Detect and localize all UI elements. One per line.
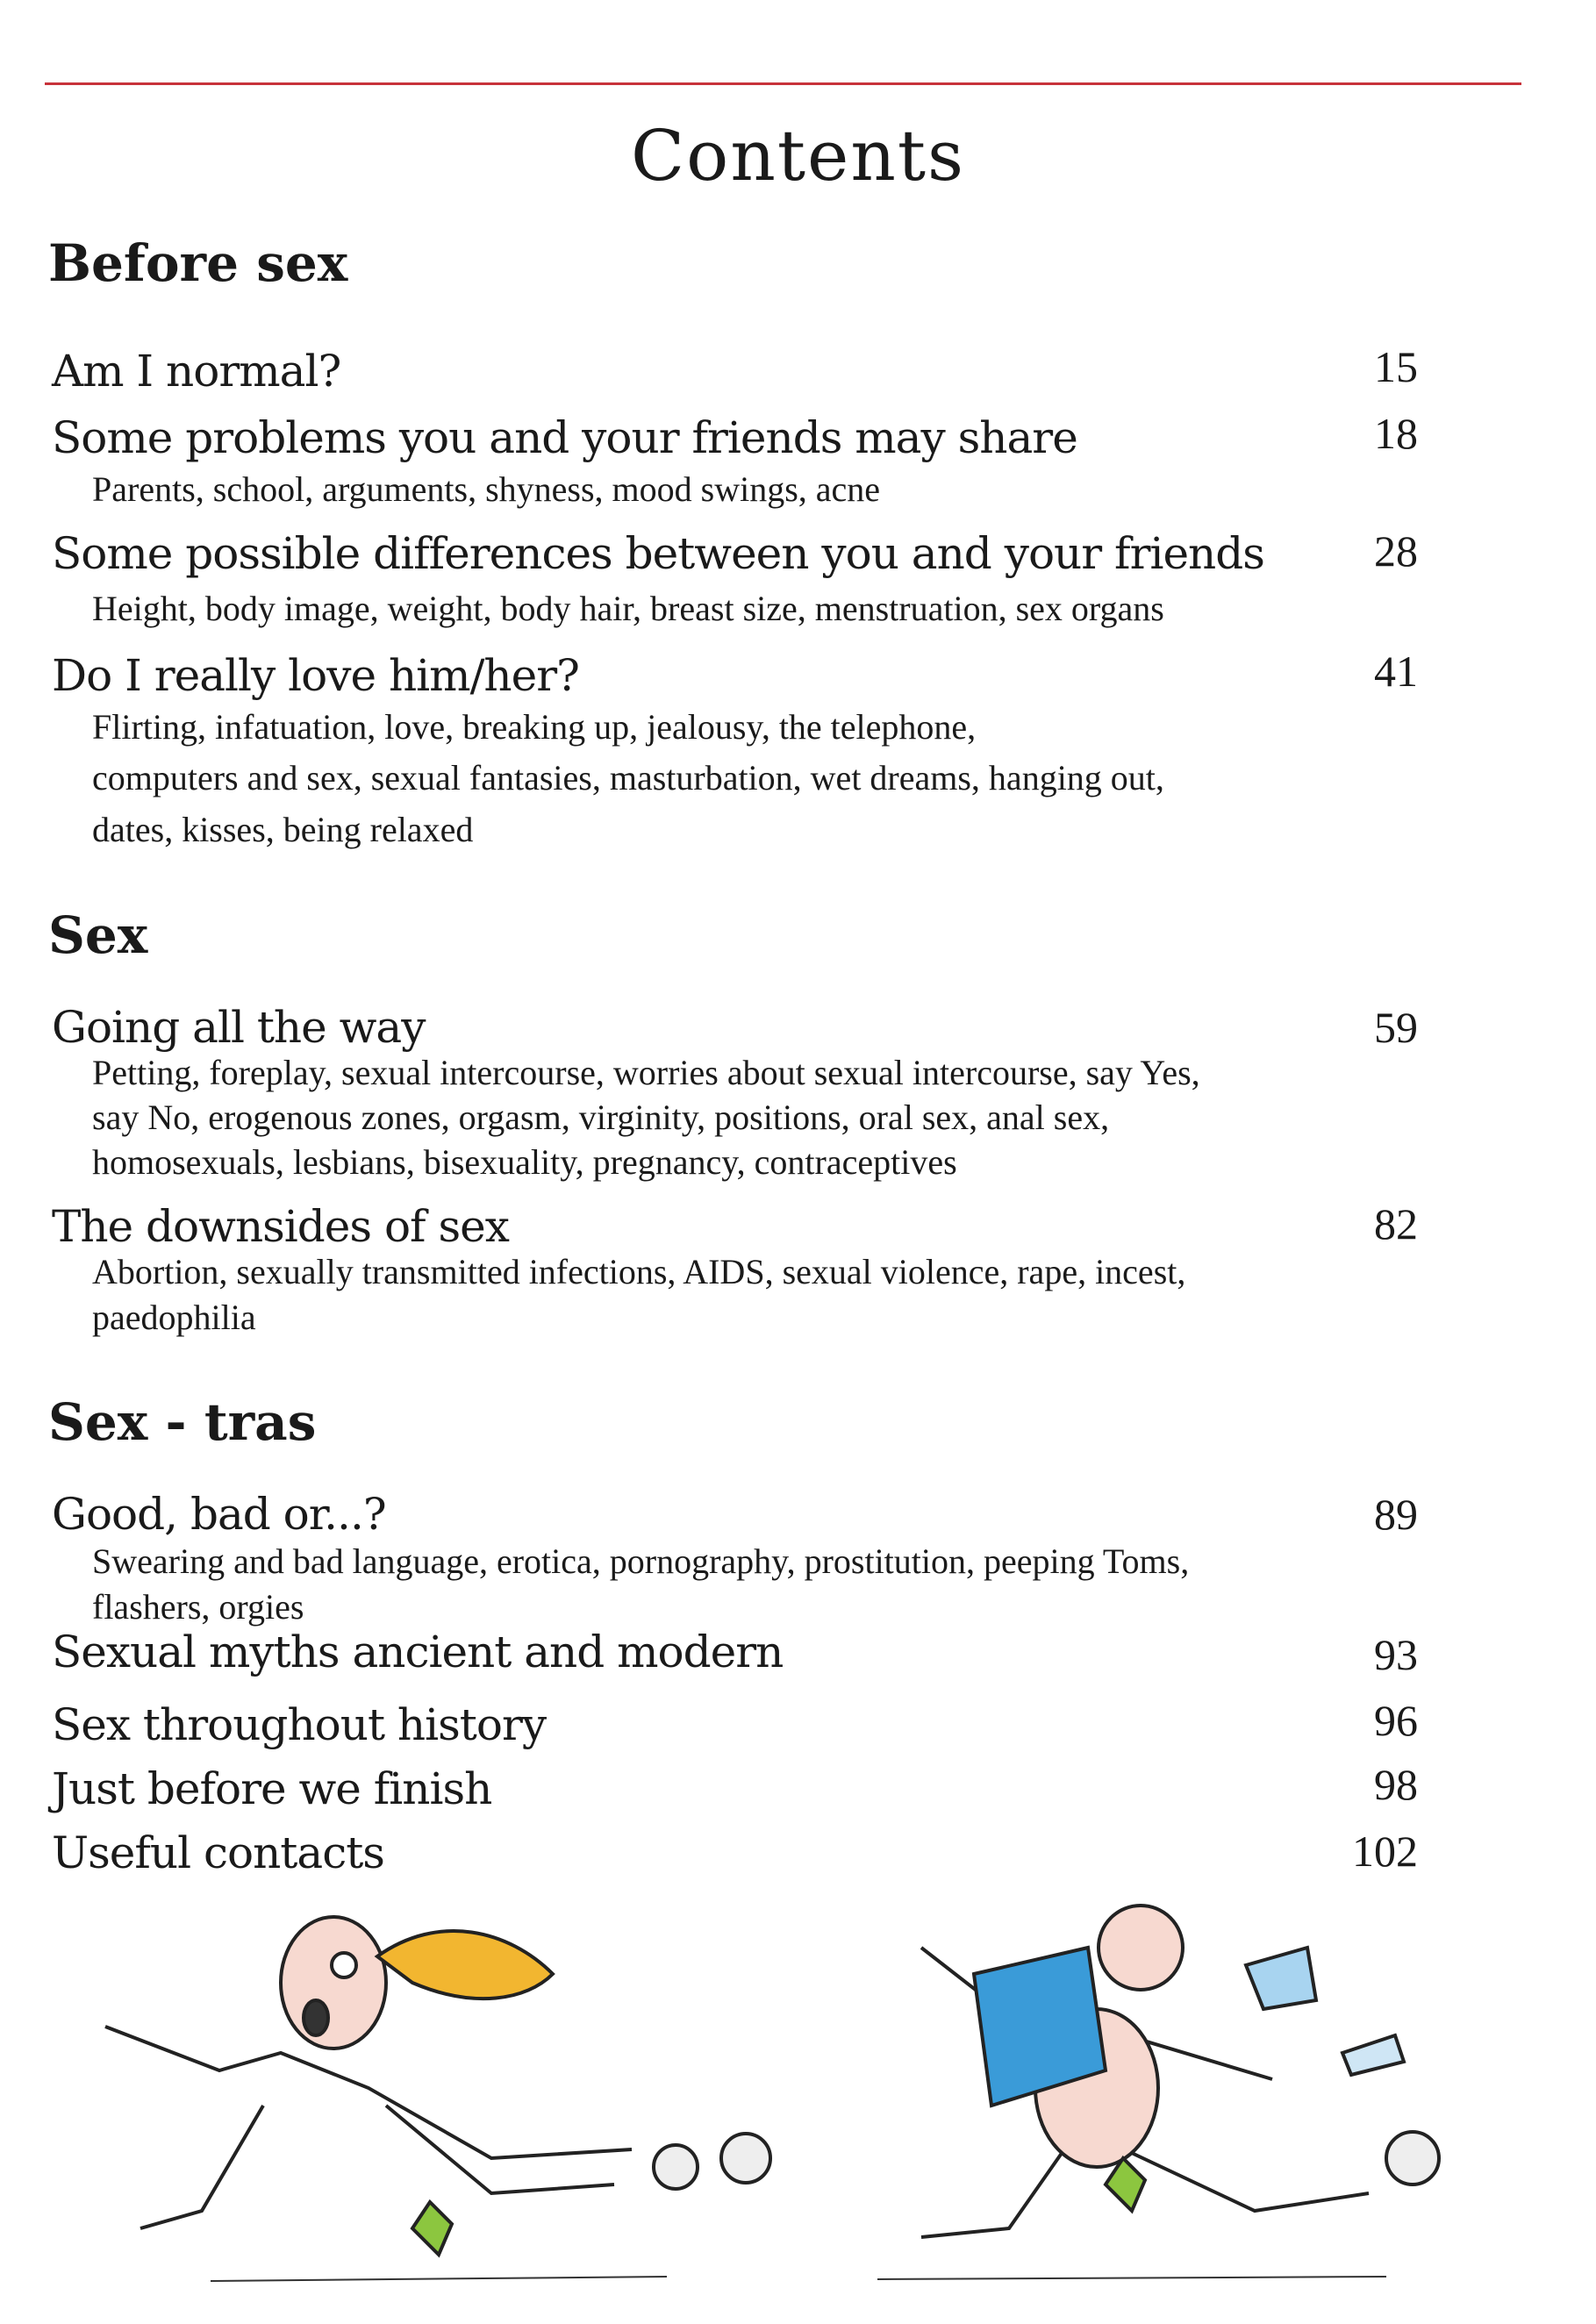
toc-entry-subtopics: paedophilia: [92, 1298, 256, 1337]
ground-line: [877, 2277, 1386, 2279]
toc-entry-title: Some possible differences between you and your friends: [52, 528, 1264, 579]
running-boy-reading-illustration: [921, 1906, 1439, 2237]
toc-entry-title: The downsides of sex: [52, 1201, 509, 1252]
toc-entry-page: 102: [1352, 1827, 1418, 1876]
ground-line: [211, 2277, 667, 2281]
toc-entry-subtopics: computers and sex, sexual fantasies, masturbation, wet dreams, hanging out,: [92, 758, 1164, 797]
section-heading-sex: Sex: [48, 905, 148, 965]
toc-entry-subtopics: Flirting, infatuation, love, breaking up, jealousy, the telephone,: [92, 707, 977, 747]
toc-entry-page: 15: [1374, 342, 1418, 391]
toc-entry-page: 96: [1374, 1696, 1418, 1745]
toc-entry-title: Do I really love him/her?: [52, 650, 579, 701]
toc-entry-page: 28: [1374, 526, 1418, 576]
toc-entry-title: Useful contacts: [52, 1827, 384, 1878]
section-heading-sex-tras: Sex - tras: [48, 1392, 317, 1452]
toc-entry-title: Going all the way: [52, 1002, 426, 1053]
toc-entry-page: 18: [1374, 409, 1418, 458]
toc-entry-title: Sexual myths ancient and modern: [52, 1627, 784, 1677]
toc-entry-page: 89: [1374, 1490, 1418, 1539]
cartoon-illustration: [0, 1877, 1596, 2299]
toc-entry-page: 93: [1374, 1630, 1418, 1679]
section-heading-before-sex: Before sex: [48, 233, 348, 293]
toc-entry-title: Good, bad or...?: [52, 1489, 386, 1540]
toc-entry-subtopics: Height, body image, weight, body hair, breast size, menstruation, sex organs: [92, 589, 1164, 628]
toc-entry-subtopics: Swearing and bad language, erotica, pornography, prostitution, peeping Toms,: [92, 1541, 1190, 1581]
toc-entry-page: 59: [1374, 1003, 1418, 1052]
toc-entry-title: Some problems you and your friends may share: [52, 412, 1077, 463]
toc-entry-page: 82: [1374, 1199, 1418, 1248]
running-girl-illustration: [105, 1917, 770, 2255]
toc-entry-subtopics: homosexuals, lesbians, bisexuality, pregnancy, contraceptives: [92, 1142, 957, 1182]
toc-entry-title: Just before we finish: [52, 1763, 492, 1814]
toc-entry-subtopics: Parents, school, arguments, shyness, mood swings, acne: [92, 469, 881, 509]
toc-entry-page: 98: [1374, 1760, 1418, 1809]
toc-entry-title: Am I normal?: [52, 346, 341, 397]
toc-entry-title: Sex throughout history: [52, 1699, 547, 1750]
toc-entry-subtopics: Abortion, sexually transmitted infections, AIDS, sexual violence, rape, incest,: [92, 1252, 1186, 1291]
toc-entry-subtopics: Petting, foreplay, sexual intercourse, worries about sexual intercourse, say Yes,: [92, 1053, 1200, 1092]
header-rule: [45, 82, 1521, 85]
toc-entry-page: 41: [1374, 647, 1418, 696]
toc-entry-subtopics: say No, erogenous zones, orgasm, virginity, positions, oral sex, anal sex,: [92, 1098, 1110, 1137]
toc-entry-subtopics: dates, kisses, being relaxed: [92, 810, 474, 849]
toc-entry-subtopics: flashers, orgies: [92, 1587, 304, 1627]
page-title: Contents: [630, 115, 966, 197]
